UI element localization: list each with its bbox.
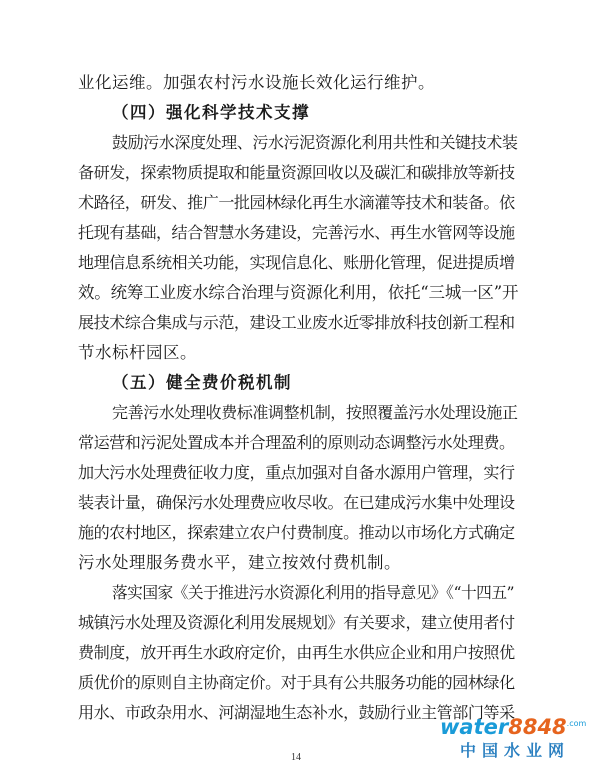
watermark-brand-word: water	[440, 715, 509, 739]
page-number: 14	[291, 752, 301, 763]
text-line: 备研发，探索物质提取和能量资源回收以及碳汇和碳排放等新技	[78, 163, 515, 182]
text-line: 落实国家《关于推进污水资源化利用的指导意见》《“十四五”	[112, 583, 515, 602]
text-line: 常运营和污泥处置成本并合理盈利的原则动态调整污水处理费。	[78, 433, 515, 452]
section-heading: （四）强化科学技术支撑	[112, 103, 310, 122]
text-line: 费制度，放开再生水政府定价，由再生水供应企业和用户按照优	[78, 643, 515, 662]
text-line: 质优价的原则自主协商定价。对于具有公共服务功能的园林绿化	[78, 673, 515, 692]
text-line: 展技术综合集成与示范，建设工业废水近零排放科技创新工程和	[78, 313, 515, 332]
text-line: 鼓励污水深度处理、污水污泥资源化利用共性和关键技术装	[112, 133, 518, 152]
text-line: 地理信息系统相关功能，实现信息化、账册化管理，促进提质增	[78, 253, 515, 272]
text-line: 术路径，研发、推广一批园林绿化再生水滴灌等技术和装备。依	[78, 193, 515, 212]
text-line: 托现有基础，结合智慧水务建设，完善污水、再生水管网等设施	[78, 223, 515, 242]
section-heading: （五）健全费价税机制	[112, 373, 292, 392]
text-line: 施的农村地区，探索建立农户付费制度。推动以市场化方式确定	[78, 523, 515, 542]
document-body	[78, 68, 518, 728]
text-line: 装表计量，确保污水处理费应收尽收。在已建成污水集中处理设	[78, 493, 515, 512]
text-line: 用水、市政杂用水、河湖湿地生态补水，鼓励行业主管部门等采	[78, 703, 515, 722]
text-line: 污水处理服务费水平，建立按效付费机制。	[78, 553, 401, 572]
watermark-logo	[440, 712, 590, 762]
text-line: 节水标杆园区。	[78, 343, 197, 362]
watermark-brand	[440, 712, 586, 739]
text-line: 效。统筹工业废水综合治理与资源化利用，依托“三城一区”开	[78, 283, 519, 302]
text-line: 城镇污水处理及资源化利用发展规划》有关要求，建立使用者付	[78, 613, 515, 632]
watermark-brand-suffix: .com	[566, 719, 587, 728]
watermark-brand-number: 8848	[508, 715, 567, 739]
text-line: 业化运维。加强农村污水设施长效化运行维护。	[78, 73, 435, 92]
text-line: 加大污水处理费征收力度，重点加强对自备水源用户管理，实行	[78, 463, 515, 482]
watermark-chinese-name: 中国水业网	[460, 741, 571, 760]
text-line: 完善污水处理收费标准调整机制，按照覆盖污水处理设施正	[112, 403, 518, 422]
